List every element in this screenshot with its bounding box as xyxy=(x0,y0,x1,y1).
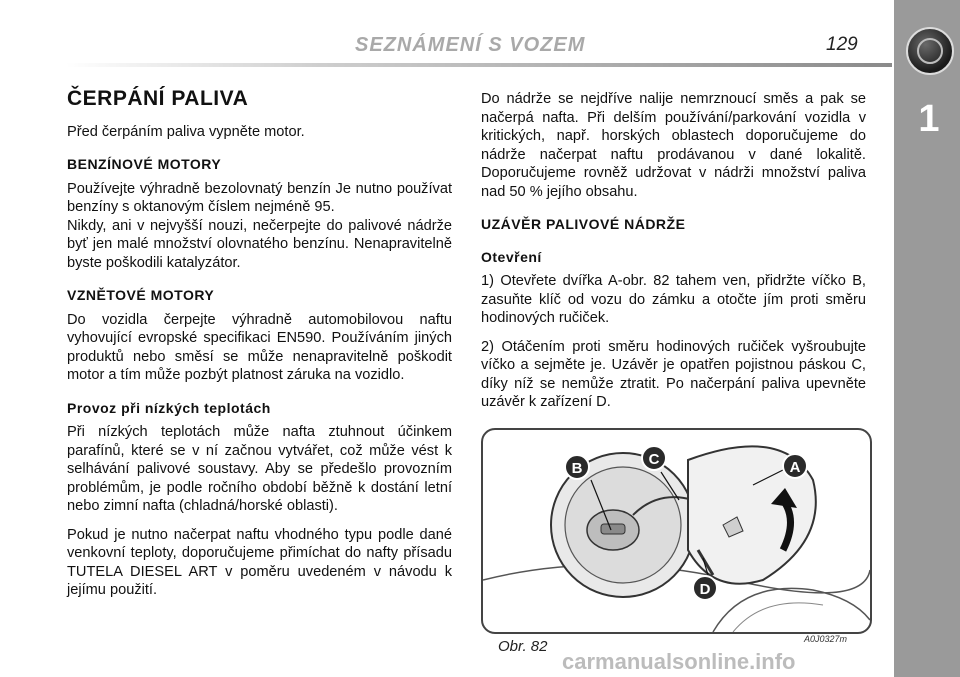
low-temp-paragraph-1: Při nízkých teplotách může nafta ztuhnout účinkem parafínů, které se v ní začnou vytvářet, což může vést k selhávání palivové soustavy. Aby se předešlo provozním problémům, je podle ročního období běžně k dostání letní nebo zimní nafta (chladná/horské oblasti). xyxy=(67,424,452,514)
brand-logo-icon xyxy=(906,27,954,75)
left-column xyxy=(67,87,452,610)
fuel-cap-drawing xyxy=(483,430,870,632)
chapter-number: 1 xyxy=(918,98,940,140)
petrol-paragraph-1: Používejte výhradně bezolovnatý benzín Je nutno používat benzíny s oktanovým číslem nejméně 95. xyxy=(67,180,452,215)
diesel-heading: VZNĚTOVÉ MOTORY xyxy=(67,287,215,303)
watermark: carmanualsonline.info xyxy=(562,649,796,674)
fuel-cap-illustration xyxy=(481,428,872,634)
intro-text: Před čerpáním paliva vypněte motor. xyxy=(67,123,305,140)
section-title: SEZNÁMENÍ S VOZEM xyxy=(355,34,586,56)
figure-caption: Obr. 82 xyxy=(498,638,548,655)
label-c xyxy=(642,446,666,470)
label-b xyxy=(565,455,589,479)
header-rule xyxy=(66,63,892,67)
svg-text:C: C xyxy=(648,451,660,468)
low-temp-heading: Provoz při nízkých teplotách xyxy=(67,399,271,416)
figure-code: A0J0327m xyxy=(804,634,848,644)
svg-text:B: B xyxy=(571,460,583,477)
page-heading: ČERPÁNÍ PALIVA xyxy=(67,87,249,110)
label-d xyxy=(693,576,717,600)
fuel-cap-heading: UZÁVĚR PALIVOVÉ NÁDRŽE xyxy=(481,216,686,232)
svg-text:A: A xyxy=(789,459,801,476)
step-1: 1) Otevřete dvířka A-obr. 82 tahem ven, přidržte víčko B, zasuňte klíč od vozu do zámku a otočte jím proti směru hodinových ručiček. xyxy=(481,273,866,326)
page-number: 129 xyxy=(826,34,858,55)
low-temp-paragraph-2: Pokud je nutno načerpat naftu vhodného typu podle dané venkovní teploty, doporučujeme přimíchat do nafty přísadu TUTELA DIESEL ART v poměru uvedeném v návodu k jejímu použití. xyxy=(67,526,452,598)
label-a xyxy=(783,454,807,478)
antifreeze-paragraph: Do nádrže se nejdříve nalije nemrznoucí směs a pak se načerpá nafta. Při delším používání/parkování vozidla v kritických, např. horských oblastech doporučujeme do nádrže načerpat naftu prodávanou v dané lokalitě. Doporučujeme rovněž udržovat v nádrži množství paliva nad 50 % jejího obsahu. xyxy=(481,91,866,200)
step-2: 2) Otáčením proti směru hodinových ručiček vyšroubujte víčko a sejměte je. Uzávěr je opatřen pojistnou páskou C, díky níž se nemůže ztratit. Po načerpání paliva upevněte uzávěr k zařízení D. xyxy=(481,338,866,410)
petrol-paragraph-2: Nikdy, ani v nejvyšší nouzi, nečerpejte do palivové nádrže byť jen malé množství olovnatého benzínu. Nenapravitelně byste poškodili katalyzátor. xyxy=(67,217,452,271)
diesel-paragraph: Do vozidla čerpejte výhradně automobilovou naftu vyhovující evropské specifikaci EN590. Používáním jiných produktů nebo směsí se může nenapravitelně poškodit motor a tím může pozbýt platnost záruka na vozidlo. xyxy=(67,311,452,383)
petrol-heading: BENZÍNOVÉ MOTORY xyxy=(67,156,222,172)
right-column xyxy=(481,90,866,422)
opening-heading: Otevření xyxy=(481,248,542,265)
svg-text:D: D xyxy=(699,581,711,598)
